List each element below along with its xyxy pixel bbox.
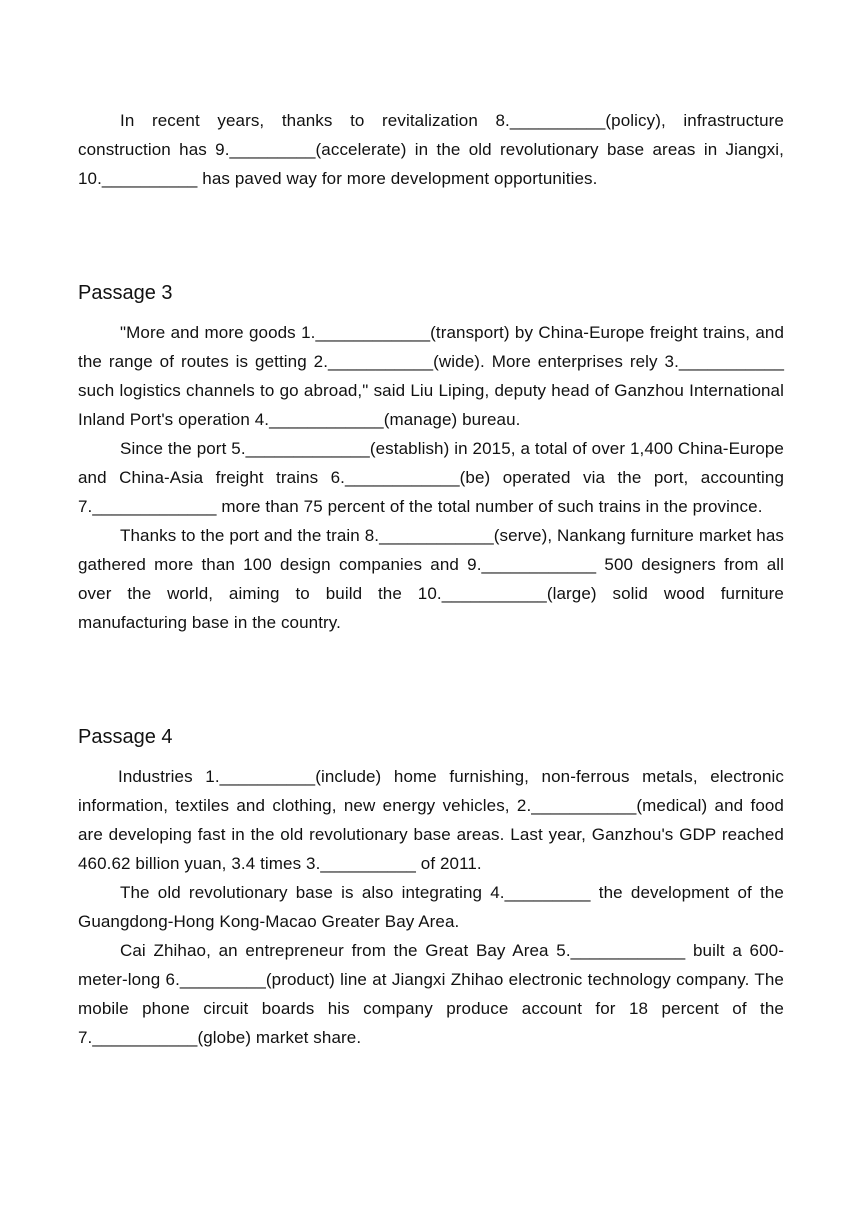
paragraph: The old revolutionary base is also integrating 4._________ the development of the Guangdong-Hong Kong-Macao Greater Bay Area. [78, 883, 784, 931]
spacer [78, 307, 784, 318]
paragraph: Thanks to the port and the train 8.____________(serve), Nankang furniture market has gathered more than 100 design companies and 9.____________ 500 designers from all over the world, aiming to build the 10.___________(large) solid wood furniture manufacturing base in the country. [78, 526, 784, 632]
paragraph: Since the port 5._____________(establish) in 2015, a total of over 1,400 China-Europe and China-Asia freight trains 6.____________(be) operated via the port, accounting 7._____________ more than 75 percent of the total number of such trains in the province. [78, 439, 784, 516]
paragraph: Cai Zhihao, an entrepreneur from the Great Bay Area 5.____________ built a 600-meter-long 6._________(product) line at Jiangxi Zhihao electronic technology company. The mobile phone circuit boards his company produce account for 18 percent of the 7.___________(globe) market share. [78, 941, 784, 1047]
passage-title: Passage 4 [78, 726, 173, 748]
passage-title: Passage 3 [78, 282, 173, 304]
document-page [78, 106, 784, 1052]
passage-3 [78, 279, 784, 637]
passage-4 [78, 723, 784, 1052]
passage-2-continuation [78, 106, 784, 193]
paragraph: Industries 1.__________(include) home furnishing, non-ferrous metals, electronic information, textiles and clothing, new energy vehicles, 2.___________(medical) and food are developing fast in the old revolutionary base areas. Last year, Ganzhou's GDP reached 460.62 billion yuan, 3.4 times 3.__________ of 2011. [78, 767, 784, 873]
spacer [78, 751, 784, 762]
spacer [78, 193, 784, 279]
paragraph: "More and more goods 1.____________(transport) by China-Europe freight trains, and the range of routes is getting 2.___________(wide). More enterprises rely 3.___________ such logistics channels to go abroad," said Liu Liping, deputy head of Ganzhou International Inland Port's operation 4.____________(manage) bureau. [78, 323, 784, 429]
paragraph: In recent years, thanks to revitalization 8.__________(policy), infrastructure construction has 9._________(accelerate) in the old revolutionary base areas in Jiangxi, 10.__________ has paved way for more development opportunities. [78, 111, 784, 188]
spacer [78, 637, 784, 723]
